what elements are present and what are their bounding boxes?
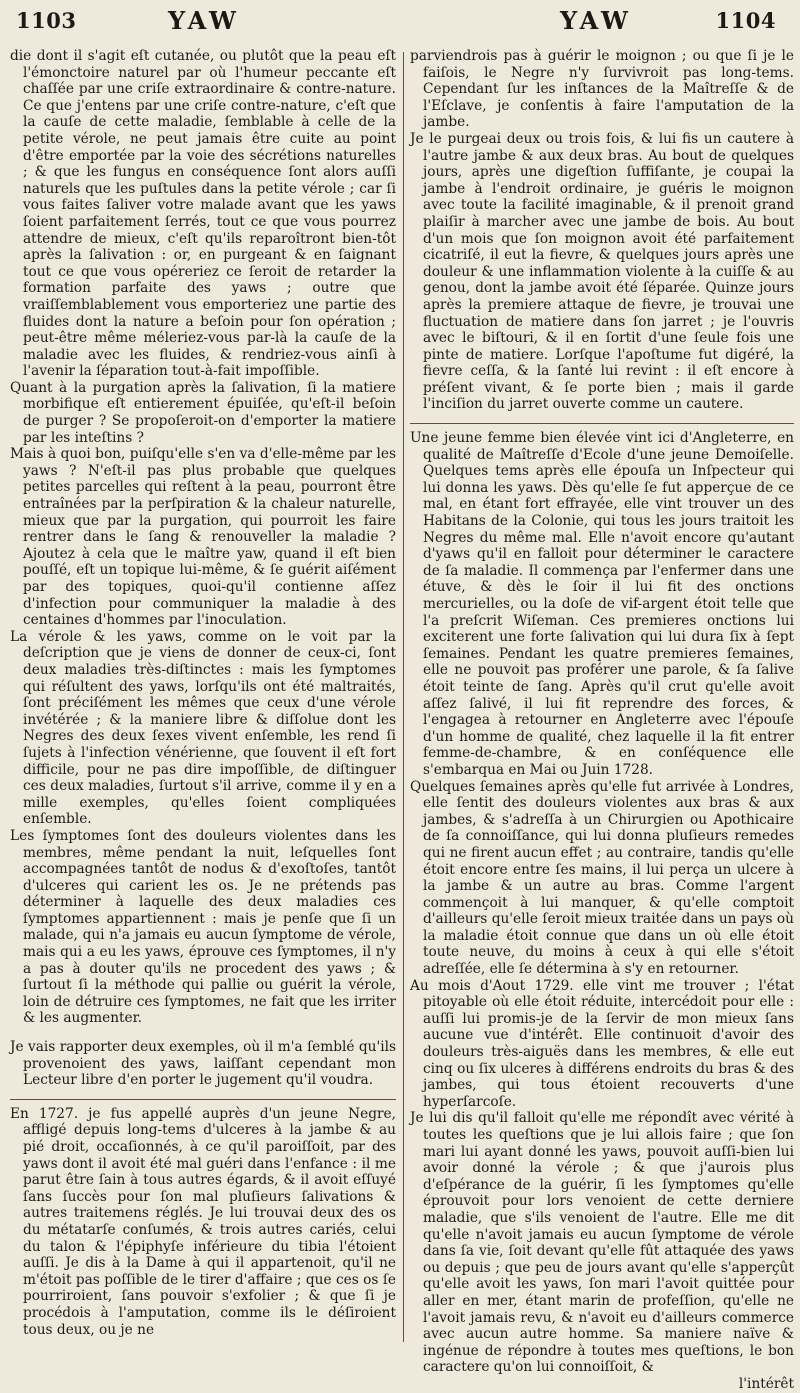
paragraph: Mais à quoi bon, puiſqu'elle s'en va d'elle-même par les yaws ? N'eſt-il pas plus probable que quelques petites parcelles qui reſtent à la peau, pourront être entraînées par la perſpiration & la chaleur naturelle, mieux que par la purgation, qui pourroit les faire rentrer dans le ſang & renouveller la maladie ? Ajoutez à cela que le maître yaw, quand il eſt bien pouſſé, eſt un topique lui-même, & ſe guérit aiſément par des topiques, quoi-qu'il contienne aſſez d'infection pour communiquer la maladie à des centaines d'hommes par l'inoculation.	[10, 446, 396, 629]
paragraph: Quelques ſemaines après qu'elle fut arrivée à Londres, elle ſentit des douleurs violentes aux bras & aux jambes, & s'adreſſa à un Chirurgien ou Apothicaire de ſa connoiſſance, qui lui donna pluſieurs remedes qui ne firent aucun effet ; au contraire, tandis qu'elle étoit encore entre ſes mains, il lui perça un ulcere à la jambe & un autre au bras. Comme l'argent commençoit à lui manquer, & qu'elle comptoit d'ailleurs qu'elle ſeroit mieux traitée dans un pays où la maladie étoit connue que dans un où elle étoit toute neuve, du moins à ceux à qui elle s'étoit adreſſée, elle ſe détermina à s'y en retourner.	[410, 778, 794, 978]
paragraph: Quant à la purgation après la ſalivation, ſi la matiere morbifique eſt entierement épuiſée, qu'eſt-il beſoin de purger ? Se propoſeroit-on d'emporter la matiere par les inteſtins ?	[10, 379, 396, 446]
paragraph: Je vais rapporter deux exemples, où il m'a ſemblé qu'ils provenoient des yaws, laiſſant cependant mon Lecteur libre d'en porter le jugement qu'il voudra.	[10, 1039, 396, 1089]
paragraph: die dont il s'agit eſt cutanée, ou plutôt que la peau eſt l'émonctoire naturel par où l'humeur peccante eſt chaſſée par une criſe extraordinaire & contre-nature. Ce que j'entens par une criſe contre-nature, c'eſt que la cauſe de cette maladie, ſemblable à celle de la petite vérole, ne peut jamais être cuite au point d'être emportée par la voie des sécrétions naturelles ; & que les fungus en conséquence ſont alors auſſi naturels que les puſtules dans la petite vérole ; car ſi vous faites ſaliver votre malade avant que les yaws ſoient parfaitement ſerrés, tout ce que vous pourrez attendre de mieux, c'eſt qu'ils reparoîtront bien-tôt après la ſalivation : or, en purgeant & en ſaignant tout ce que vous opéreriez ce ſeroit de retarder la formation parfaite des yaws ; outre que vraiſſemblablement vous emporteriez une partie des fluides dont la nature a beſoin pour ſon opération ; peut-être même méleriez-vous par-là la cauſe de la maladie avec les fluides, & rendriez-vous ainſi à l'avenir la ſéparation tout-à-fait impoſſible.	[10, 48, 396, 380]
running-header	[10, 6, 790, 46]
right-page-number: 1104	[715, 8, 776, 33]
catchword: l'intérêt	[738, 1375, 794, 1392]
paragraph: parviendrois pas à guérir le moignon ; ou que ſi je le faiſois, le Negre n'y ſurvivroit pas long-tems. Cependant ſur les inſtances de la Maîtreſſe & de l'Eſclave, je conſentis à faire l'amputation de la jambe.	[410, 48, 794, 131]
paragraph: Une jeune femme bien élevée vint ici d'Angleterre, en qualité de Maîtreſſe d'Ecole d'une jeune Demoiſelle. Quelques tems après elle épouſa un Inſpecteur qui lui donna les yaws. Dès qu'elle ſe fut apperçue de ce mal, en étant fort effrayée, elle vint trouver un des Habitans de la Colonie, qui tous les jours traitoit les Negres du même mal. Elle n'avoit encore qu'autant d'yaws qu'il en falloit pour déterminer le caractere de ſa maladie. Il commença par l'enfermer dans une étuve, & dès le ſoir il lui fit des onctions mercurielles, ou la doſe de vif-argent étoit telle que l'a preſcrit Wiſeman. Ces premieres onctions lui exciterent une forte ſalivation qui lui dura ſix à ſept ſemaines. Pendant les quatre premieres ſemaines, elle ne pouvoit pas proférer une parole, & ſa ſalive étoit teinte de ſang. Après qu'il crut qu'elle avoit aſſez ſalivé, il lui fit reprendre des forces, & l'engagea à retourner en Angleterre avec l'épouſe d'un homme de qualité, chez laquelle il la fit entrer femme-de-chambre, & en conſéquence elle s'embarqua en Mai ou Juin 1728.	[410, 430, 794, 778]
paragraph: La vérole & les yaws, comme on le voit par la deſcription que je viens de donner de ceux-ci, ſont deux maladies très-diſtinctes : mais les ſymptomes qui réſultent des yaws, lorſqu'ils ont été maltraités, ſont préciſément les mêmes que ceux d'une vérole invétérée ; & la maniere libre & diſſolue dont les Negres des deux ſexes vivent enſemble, les rend ſi ſujets à l'infection vénérienne, que ſouvent il eſt fort difficile, pour ne pas dire impoſſible, de diſtinguer ces deux maladies, ſurtout s'il arrive, comme il y en a mille exemples, qu'elles ſoient compliquées enſemble.	[10, 628, 396, 828]
paragraph: En 1727. je fus appellé auprès d'un jeune Negre, affligé depuis long-tems d'ulceres à la jambe & au pié droit, occaſionnés, à ce qu'il paroiſſoit, par des yaws dont il avoit été mal guéri dans l'enfance : il me parut être ſain à tous autres égards, & il avoit eſſuyé ſans ſuccès pour ſon mal pluſieurs ſalivations & autres traitemens réglés. Je lui trouvai deux des os du métatarſe conſumés, & trois autres cariés, celui du talon & l'épiphyſe inférieure du tibia l'étoient auſſi. Je dis à la Dame à qui il appartenoit, qu'il ne m'étoit pas poſſible de le tirer d'affaire ; que ces os ſe pourriroient, ſans pouvoir s'exfolier ; & que ſi je procédois à l'amputation, comme ils le déſiroient tous deux, ou je ne	[10, 1105, 396, 1338]
left-page-number: 1103	[16, 8, 77, 33]
right-column	[410, 48, 794, 1393]
paragraph: Je le purgeai deux ou trois fois, & lui fis un cautere à l'autre jambe & aux deux bras. Au bout de quelques jours, après une digeſtion ſuffiſante, je coupai la jambe à l'endroit ordinaire, je guéris le moignon avec toute la facilité imaginable, & il prenoit grand plaiſir à marcher avec une jambe de bois. Au bout d'un mois que ſon moignon avoit été parfaitement cicatriſé, il eut la fievre, & quelques jours après une douleur & une inflammation violente à la cuiſſe & au genou, dont la jambe avoit été ſéparée. Quinze jours après la premiere attaque de fievre, je trouvai une fluctuation de matiere dans ſon jarret ; je l'ouvris avec le biſtouri, & il en ſortit d'une ſeule fois une pinte de matiere. Lorſque l'apoſtume fut digéré, la fievre ceſſa, & la ſanté lui revint : il eſt encore à préſent vivant, & ſe porte bien ; mais il garde l'inciſion du jarret ouverte comme un cautere.	[410, 130, 794, 413]
paragraph: Au mois d'Aout 1729. elle vint me trouver ; l'état pitoyable où elle étoit réduite, intercédoit pour elle : auſſi lui promis-je de la ſervir de mon mieux ſans aucune vue d'intérêt. Elle continuoit d'avoir des douleurs très-aiguës dans les membres, & elle eut cinq ou ſix ulceres à différens endroits du bras & des jambes, qui tous étoient recouverts d'une hyperſarcoſe.	[410, 977, 794, 1110]
paragraph: Je lui dis qu'il falloit qu'elle me répondît avec vérité à toutes les queſtions que je lui allois faire ; que ſon mari lui ayant donné les yaws, pouvoit auſſi-bien lui avoir donné la vérole ; & que j'aurois plus d'eſpérance de la guérir, ſi les ſymptomes qu'elle éprouvoit pour lors venoient de cette derniere maladie, que s'ils venoient de l'autre. Elle me dit qu'elle n'avoit jamais eu aucun ſymptome de vérole dans ſa vie, ſoit devant qu'elle fût attaquée des yaws ou depuis ; que peu de jours avant qu'elle s'apperçût qu'elle avoit les yaws, ſon mari l'avoit quittée pour aller en mer, étant marin de profeſſion, qu'elle ne l'avoit jamais revu, & n'avoit eu d'ailleurs commerce avec aucun autre homme. Sa maniere naïve & ingénue de répondre à toutes mes queſtions, le bon caractere qu'on lui connoiſſoit, &	[410, 1110, 794, 1376]
section-divider	[410, 423, 794, 424]
left-header-word: YAW	[168, 6, 240, 35]
right-header-word: YAW	[560, 6, 632, 35]
paragraph: Les ſymptomes ſont des douleurs violentes dans les membres, même pendant la nuit, leſquelles ſont accompagnées tantôt de nodus & d'exoſtoſes, tantôt d'ulceres qui carient les os. Je ne prétends pas déterminer à laquelle des deux maladies ces ſymptomes appartiennent : mais je penſe que ſi un malade, qui n'a jamais eu aucun ſymptome de vérole, mais qui a eu les yaws, éprouve ces ſymptomes, il n'y a pas à douter qu'ils ne procedent des yaws ; & ſurtout ſi la méthode qui pallie ou guérit la vérole, loin de détruire ces ſymptomes, ne fait que les irriter & les augmenter.	[10, 827, 396, 1027]
section-divider	[10, 1099, 396, 1100]
text-columns	[10, 48, 794, 1392]
left-column	[10, 48, 396, 1338]
column-rule	[403, 52, 404, 1342]
